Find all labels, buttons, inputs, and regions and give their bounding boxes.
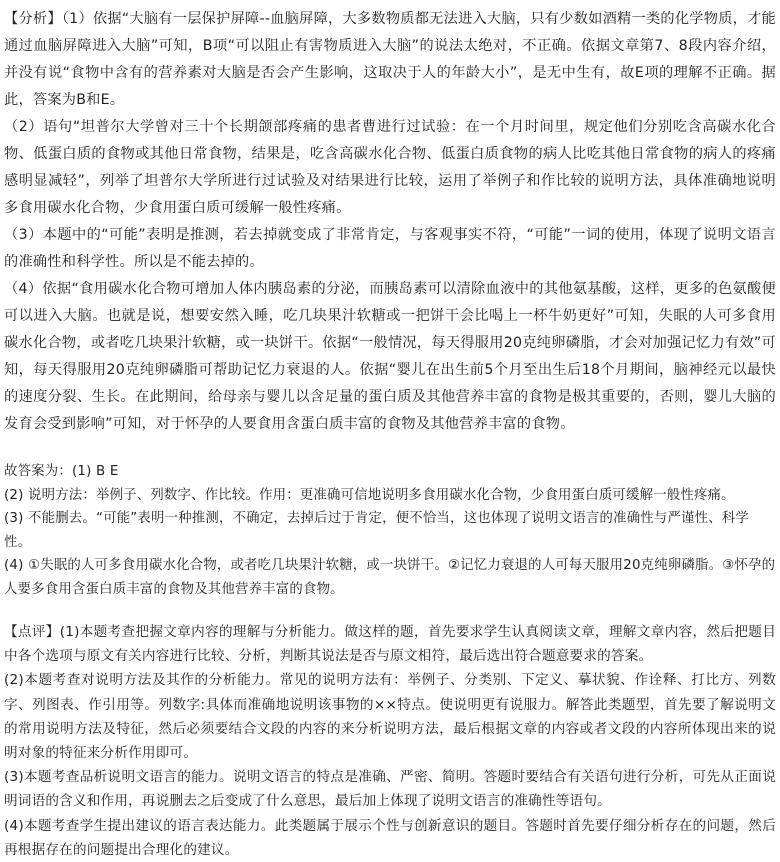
comment-paragraph-2: (2)本题考查对说明方法及其作的分析能力。常见的说明方法有：举例子、分类别、下定义、摹状貌、作诠释、打比方、列数字、列图表、作引用等。列数字:具体而准确地说明该事物的××特点。使说明更有说服力。解答此类题型，首先要了解说明文的常用说明方法及特征，然后必须要结合文段的内容的来分析说明方法，最后根据文章的内容或者文段的内容所体现出来的说明对象的特征来分析作用即可。 bbox=[4, 672, 776, 762]
analysis-section bbox=[4, 6, 776, 438]
comment-paragraph-4: (4)本题考查学生提出建议的语言表达能力。此类题属于展示个性与创新意识的题目。答题时首先要仔细分析存在的问题，然后再根据存在的问题提出合理化的建议。 bbox=[4, 817, 776, 858]
answer-line-1: 故答案为：(1) B E bbox=[4, 464, 119, 479]
answer-line-4: (4) ①失眠的人可多食用碳水化合物，或者吃几块果汁软糖，或一块饼干。②记忆力衰退的人可每天服用20克纯卵磷脂。③怀孕的人要多食用含蛋白质丰富的食物及其他营养丰富的食物。 bbox=[4, 558, 776, 597]
answer-line-3: (3) 不能删去。“可能”表明一种推测，不确定，去掉后过于肯定，便不恰当，这也体现了说明文语言的准确性与严谨性、科学性。 bbox=[4, 511, 750, 550]
analysis-paragraph-3: （3）本题中的“可能”表明是推测，若去掉就变成了非常肯定，与客观事实不符，“可能”一词的使用，体现了说明文语言的准确性和科学性。所以是不能去掉的。 bbox=[4, 227, 776, 270]
answer-section bbox=[4, 460, 776, 601]
answer-line-2: (2) 说明方法：举例子、列数字、作比较。作用：更准确可信地说明多食用碳水化合物，少食用蛋白质可缓解一般性疼痛。 bbox=[4, 487, 735, 503]
comment-section bbox=[4, 620, 776, 862]
analysis-paragraph-4: （4）依据“食用碳水化合物可增加人体内胰岛素的分泌，而胰岛素可以清除血液中的其他氨基酸，这样，更多的色氨酸便可以进入大脑。也就是说，想要安然入睡，吃几块果汁软糖或一把饼干会比喝上一杯牛奶更好”可知，失眠的人可多食用碳水化合物，或者吃几块果汁软糖，或一块饼干。依据“一般情况，每天得服用20克纯卵磷脂，才会对加强记忆力有效”可知，每天得服用20克纯卵磷脂可帮助记忆力衰退的人。依据“婴儿在出生前5个月至出生后18个月期间，脑神经元以最快的速度分裂、生长。在此期间，给母亲与婴儿以含足量的蛋白质及其他营养丰富的食物是极其重要的，否则，婴儿大脑的发育会受到影响”可知，对于怀孕的人要食用含蛋白质丰富的食物及其他营养丰富的食物。 bbox=[4, 281, 776, 432]
comment-paragraph-1: 【点评】(1)本题考查把握文章内容的理解与分析能力。做这样的题，首先要求学生认真阅读文章，理解文章内容，然后把题目中各个选项与原文有关内容进行比较、分析，判断其说法是否与原文相符，最后选出符合题意要求的答案。 bbox=[4, 624, 776, 665]
comment-paragraph-3: (3)本题考查品析说明文语言的能力。说明文语言的特点是准确、严密、简明。答题时要结合有关语句进行分析，可先从正面说明词语的含义和作用，再说删去之后变成了什么意思，最后加上体现了说明文语言的准确性等语句。 bbox=[4, 769, 776, 810]
analysis-paragraph-2: （2）语句“坦普尔大学曾对三十个长期颌部疼痛的患者曹进行过试验：在一个月时间里，规定他们分别吃含高碳水化合物、低蛋白质的食物或其他日常食物，结果是，吃含高碳水化合物、低蛋白质食物的病人比吃其他日常食物的病人的疼痛感明显减轻”，列举了坦普尔大学所进行过试验及对结果进行比较，运用了举例子和作比较的说明方法，具体准确地说明多食用碳水化合物，少食用蛋白质可缓解一般性疼痛。 bbox=[4, 119, 776, 216]
analysis-paragraph-1: 【分析】（1）依据“大脑有一层保护屏障--血脑屏障，大多数物质都无法进入大脑，只有少数如酒精一类的化学物质，才能通过血脑屏障进入大脑”可知，B项“可以阻止有害物质进入大脑”的说法太绝对，不正确。依据文章第7、8段内容介绍，并没有说“食物中含有的营养素对大脑是否会产生影响，这取决于人的年龄大小”，是无中生有，故E项的理解不正确。据此，答案为B和E。 bbox=[4, 11, 776, 108]
